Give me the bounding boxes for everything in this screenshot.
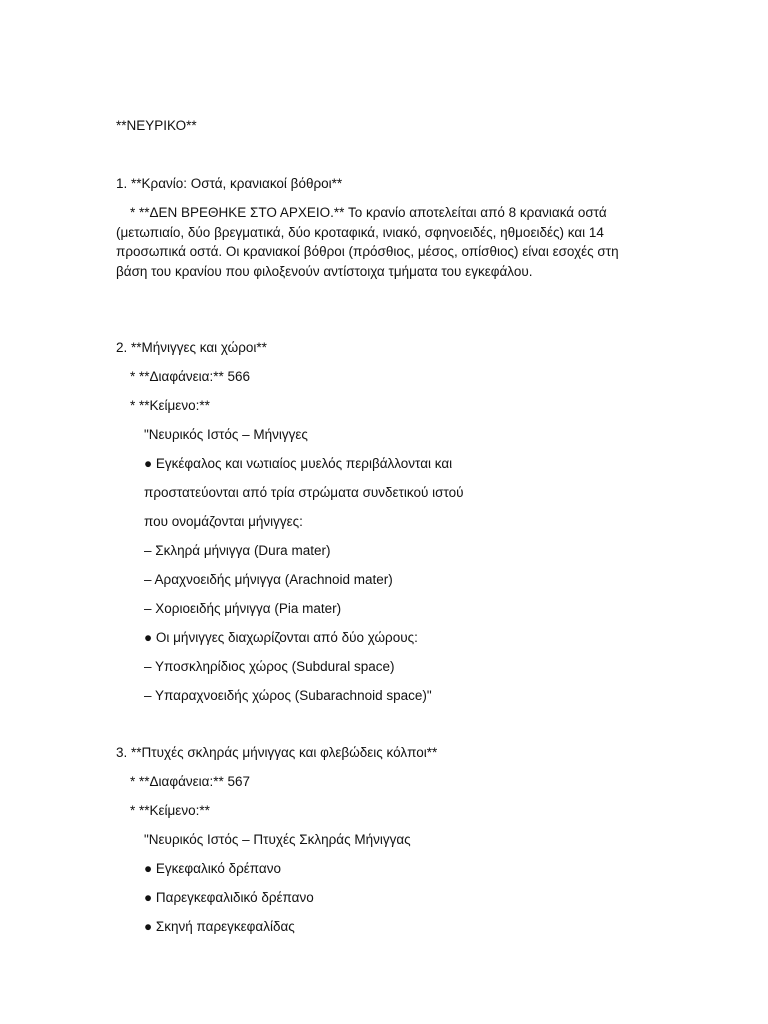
section-3-line: ● Σκηνή παρεγκεφαλίδας <box>144 919 295 934</box>
section-2-slide: * **Διαφάνεια:** 566 <box>130 369 250 384</box>
section-2-line: – Υπαραχνοειδής χώρος (Subarachnoid space)" <box>144 688 432 703</box>
section-2-line: – Χοριοειδής μήνιγγα (Pia mater) <box>144 601 342 616</box>
section-2-line: – Αραχνοειδής μήνιγγα (Arachnoid mater) <box>144 572 393 587</box>
section-2-line: προστατεύονται από τρία στρώματα συνδετικού ιστού <box>144 485 464 500</box>
section-3-text-label: * **Κείμενο:** <box>130 803 210 818</box>
section-3-slide: * **Διαφάνεια:** 567 <box>130 774 250 789</box>
section-2-line: ● Εγκέφαλος και νωτιαίος μυελός περιβάλλονται και <box>144 456 453 471</box>
section-2-list <box>116 367 464 715</box>
section-1-bullet <box>116 203 646 281</box>
section-2-line: "Νευρικός Ιστός – Μήνιγγες <box>144 427 308 442</box>
section-3-line: "Νευρικός Ιστός – Πτυχές Σκληράς Μήνιγγας <box>144 832 411 847</box>
section-2-line: που ονομάζονται μήνιγγες: <box>144 514 303 529</box>
section-2-text-label: * **Κείμενο:** <box>130 398 210 413</box>
document-page <box>116 116 656 934</box>
section-2-line: – Υποσκληρίδιος χώρος (Subdural space) <box>144 659 395 674</box>
section-1-heading: 1. **Κρανίο: Οστά, κρανιακοί βόθροι** <box>116 176 343 191</box>
section-2-line: – Σκληρά μήνιγγα (Dura mater) <box>144 543 331 558</box>
section-3-line: ● Παρεγκεφαλιδικό δρέπανο <box>144 890 314 905</box>
document-title: **ΝΕΥΡΙΚΟ** <box>116 118 197 133</box>
section-2-line: ● Οι μήνιγγες διαχωρίζονται από δύο χώρους: <box>144 630 418 645</box>
section-3-heading: 3. **Πτυχές σκληράς μήνιγγας και φλεβώδεις κόλποι** <box>116 745 438 760</box>
section-2-heading: 2. **Μήνιγγες και χώροι** <box>116 340 267 355</box>
section-3-line: ● Εγκεφαλικό δρέπανο <box>144 861 281 876</box>
section-3-list <box>116 772 411 946</box>
section-1-paragraph: * **ΔΕΝ ΒΡΕΘΗΚΕ ΣΤΟ ΑΡΧΕΙΟ.** Το κρανίο αποτελείται από 8 κρανιακά οστά (μετωπιαίο, δύο βρεγματικά, δύο κροταφικά, ινιακό, σφηνοειδές, ηθμοειδές) και 14 προσωπικά οστά. Οι κρανιακοί βόθροι (πρόσθιος, μέσος, οπίσθιος) είναι εσοχές στη βάση του κρανίου που φιλοξενούν αντίστοιχα τμήματα του εγκεφάλου. <box>116 205 619 279</box>
